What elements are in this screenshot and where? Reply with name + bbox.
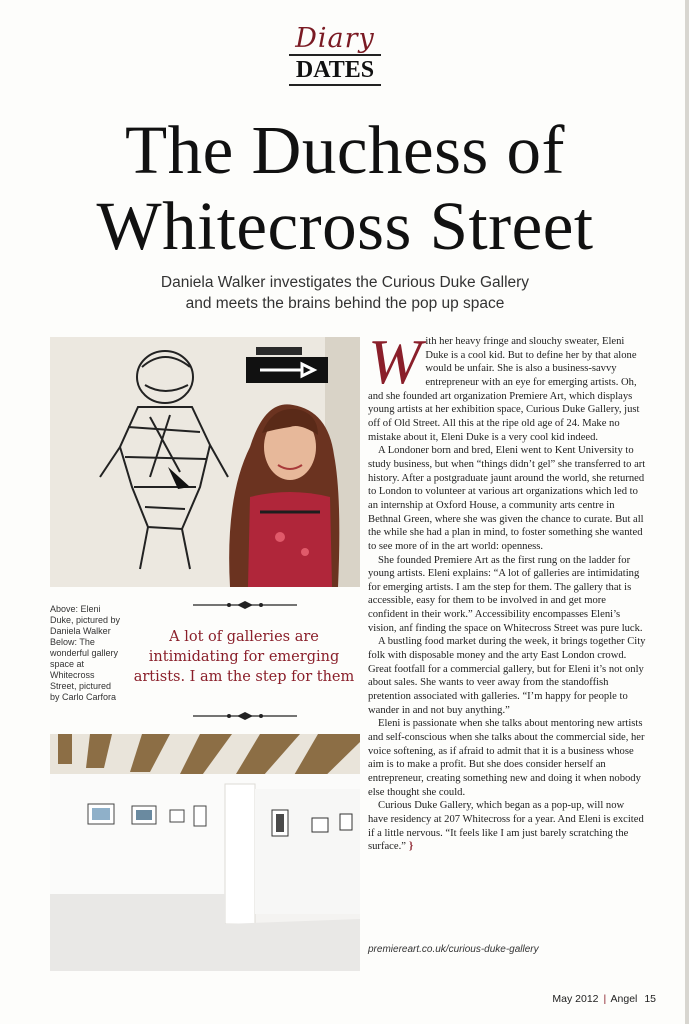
gallery-interior-illustration <box>50 734 360 971</box>
deck-line-1: Daniela Walker investigates the Curious Duke Gallery <box>160 274 530 291</box>
photo-caption: Above: Eleni Duke, pictured by Daniela Walker Below: The wonderful gallery space at Whitecross Street, pictured by Carlo Carfora <box>50 604 121 702</box>
gallery-url[interactable]: premiereart.co.uk/curious-duke-gallery <box>368 944 539 955</box>
folio-page-number: 15 <box>644 993 656 1005</box>
page-edge <box>685 0 689 1024</box>
article-paragraph-4: A bustling food market during the week, it brings together City folk with disposable money and the arty East London crowd. Great footfall for a commercial gallery, but for Eleni it’s not only about sales. She wants to veer away from the standoffish pretention associated with galleries. “I’m happy for people to wander in and not buy anything.” <box>368 636 646 716</box>
folio-separator: | <box>603 993 607 1005</box>
article-paragraph-6 <box>368 799 646 854</box>
headline-line-1: The Duchess of <box>124 112 566 188</box>
end-mark: } <box>408 841 414 853</box>
article-deck <box>110 272 580 314</box>
article-paragraph-1 <box>368 326 646 444</box>
article-headline <box>40 112 650 264</box>
diary-dates-masthead <box>270 24 400 104</box>
gallery-interior-photo <box>50 734 360 971</box>
dates-label: DATES <box>295 57 375 83</box>
article-paragraph-3: She founded Premiere Art as the first rung on the ladder for young artists. Eleni explains: “A lot of galleries are intimidating for emerging artists. I am the step for them. The gallery that is accessible, easy for them to be involved in and get more confident in their work.” Accessibility encompasses Eleni’s vision, anf finding the space on Whitecross Street was pure luck. <box>368 554 643 634</box>
article-paragraph-5: Eleni is passionate when she talks about mentoring new artists and self-conscious when she talks about the commercial side, her voice softening, as if afraid to admit that it is a business whose aim is to make a profit. But she does consider herself an entrepreneur, creating something new and doing it when nobody else thought she could. <box>368 718 645 798</box>
portrait-photo <box>50 337 360 587</box>
article-paragraph-6-text: Curious Duke Gallery, which began as a pop-up, will now have residency at 207 Whitecross for a year. And Eleni is excited if a little nervous. “It feels like I am just barely scratching the surface.” <box>368 800 644 853</box>
article-body <box>368 326 646 854</box>
folio-magazine: Angel <box>610 993 638 1005</box>
portrait-photo-illustration <box>50 337 360 587</box>
ornament-divider-bottom <box>193 711 297 721</box>
article-paragraph-2: A Londoner born and bred, Eleni went to Kent University to study business, but when “things didn’t gel” she transferred to art history. After a postgraduate jaunt around the world, she returned to London to volunteer at various art organizations which led to an internship at Oxford House, a community arts centre in Bethnal Green, where she was given the chance to curate. But all the while she had a plan in mind, to foster something she wanted to see more of in the art world: openness. <box>368 445 646 552</box>
folio-issue: May 2012 <box>552 993 599 1005</box>
pull-quote: A lot of galleries are intimidating for emerging artists. I am the step for them <box>133 629 355 685</box>
drop-cap: W <box>368 326 422 397</box>
diary-label: Diary <box>295 23 375 54</box>
page-folio <box>546 993 656 1005</box>
dates-rule <box>289 54 381 86</box>
ornament-divider-top <box>193 600 297 610</box>
article-paragraph-1-text: ith her heavy fringe and slouchy sweater, Eleni Duke is a cool kid. But to define her by that alone would be unfair. She is also a business-savvy entrepreneur with an eye for emerging artists. Oh, and she founded art organization Premiere Art, which displays young artists at her exhibition space, Curious Duke Gallery, just off of Old Street. All this at the ripe old age of 24. Make no mistake about it, Eleni Duke is a very cool kid indeed. <box>368 336 640 443</box>
headline-line-2: Whitecross Street <box>96 188 594 264</box>
deck-line-2: and meets the brains behind the pop up space <box>185 295 505 312</box>
